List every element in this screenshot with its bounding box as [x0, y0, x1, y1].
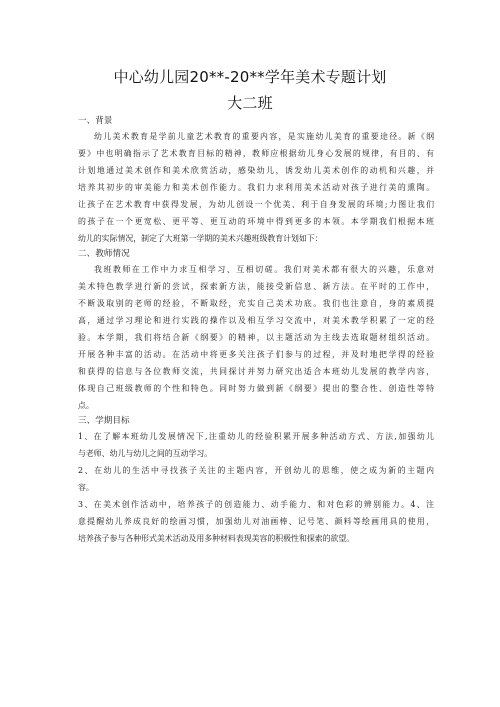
- goal-line: 与老师、幼儿与幼儿之间的互动学习。: [78, 449, 213, 458]
- paragraph-line: 让孩子在艺术教育中获得发展，为幼儿创设一个优美、利于自身发展的环境;力图让我们: [78, 200, 434, 209]
- goal-line: 1、在了解本班幼儿发展情况下,注重幼儿的经验积累开展多种活动方式、方法,加强幼儿: [78, 432, 434, 441]
- goal-line: 3、在美术创作活动中，培养孩子的创造能力、动手能力、和对色彩的辨别能力。4、注: [78, 500, 434, 509]
- document-subtitle: 大二班: [227, 94, 273, 112]
- document-body: [78, 114, 434, 547]
- paragraph-line: 培养其初步的审美能力和美术创作能力。我们力求利用美术活动对孩子进行美的熏陶。: [78, 183, 434, 192]
- paragraph-line: 幼儿的实际情况，制定了大班第一学期的美术兴趣班级教育计划如下：: [78, 234, 323, 243]
- paragraph-line: 点。: [78, 401, 94, 410]
- paragraph-line: 要》中也明确指示了艺术教育目标的精神，教师应根据幼儿身心发展的规律，有目的、有: [78, 149, 434, 158]
- section-paragraph-background: [78, 128, 434, 247]
- paragraph-line: 不断汲取别的老师的经验，不断取经，充实自己美术功底。我们也注意自，身的素质提: [78, 299, 434, 308]
- document-title: 中心幼儿园20**-20**学年美术专题计划: [113, 68, 387, 86]
- paragraph-line: 的孩子在一个更宽松、更平等、更互动的环境中得到更多的本领。本学期我们根据本班: [78, 217, 434, 226]
- goal-line: 2、在幼儿的生活中寻找孩子关注的主题内容，开创幼儿的思维，使之成为新的主题内: [78, 466, 434, 475]
- goal-line: 容。: [78, 483, 94, 492]
- paragraph-line: 我班教师在工作中力求互相学习、互相切磋。我们对美术都有很大的兴趣，乐意对: [94, 265, 434, 274]
- goal-line: 培养孩子参与各种形式美术活动及用多种材料表现美容的积极性和探索的欲望。: [78, 534, 355, 543]
- paragraph-line: 体现自己班级教师的个性和特色。同时努力做到新《纲要》提出的整合性、创造性等特: [78, 384, 434, 393]
- paragraph-line: 和获得的信息与各位教师交流，共同探讨并努力研究出适合本班幼儿发展的教学内容，: [78, 367, 434, 376]
- paragraph-line: 验。本学期，我们将结合新《纲要》的精神，以主题活动为主线去选取题材组织活动。: [78, 333, 434, 342]
- paragraph-line: 幼儿美术教育是学前儿童艺术教育的重要内容，是实施幼儿美育的重要途径。新《纲: [94, 132, 434, 141]
- paragraph-line: 计划地通过美术创作和美术欣赏活动，感染幼儿，诱发幼儿美术创作的动机和兴趣，并: [78, 166, 434, 175]
- section-paragraph-goals: [78, 428, 434, 547]
- goal-line: 意提醒幼儿养成良好的绘画习惯，加强幼儿对油画棒、记号笔、颜料等绘画用具的使用，: [78, 517, 434, 526]
- section-heading-goals: 三、学期目标: [78, 416, 130, 426]
- section-heading-teachers: 二、教师情况: [78, 249, 130, 259]
- section-paragraph-teachers: [78, 261, 434, 414]
- paragraph-line: 开展各种丰富的活动。在活动中将更多关注孩子们参与的过程，并及时地把学得的经验: [78, 350, 434, 359]
- section-heading-background: 一、背景: [78, 116, 113, 126]
- paragraph-line: 高，通过学习理论和进行实践的操作以及相互学习交流中，对美术教学积累了一定的经: [78, 316, 434, 325]
- paragraph-line: 美术特色教学进行新的尝试，探索新方法，能接受新信息、新方法。在平时的工作中，: [78, 282, 434, 291]
